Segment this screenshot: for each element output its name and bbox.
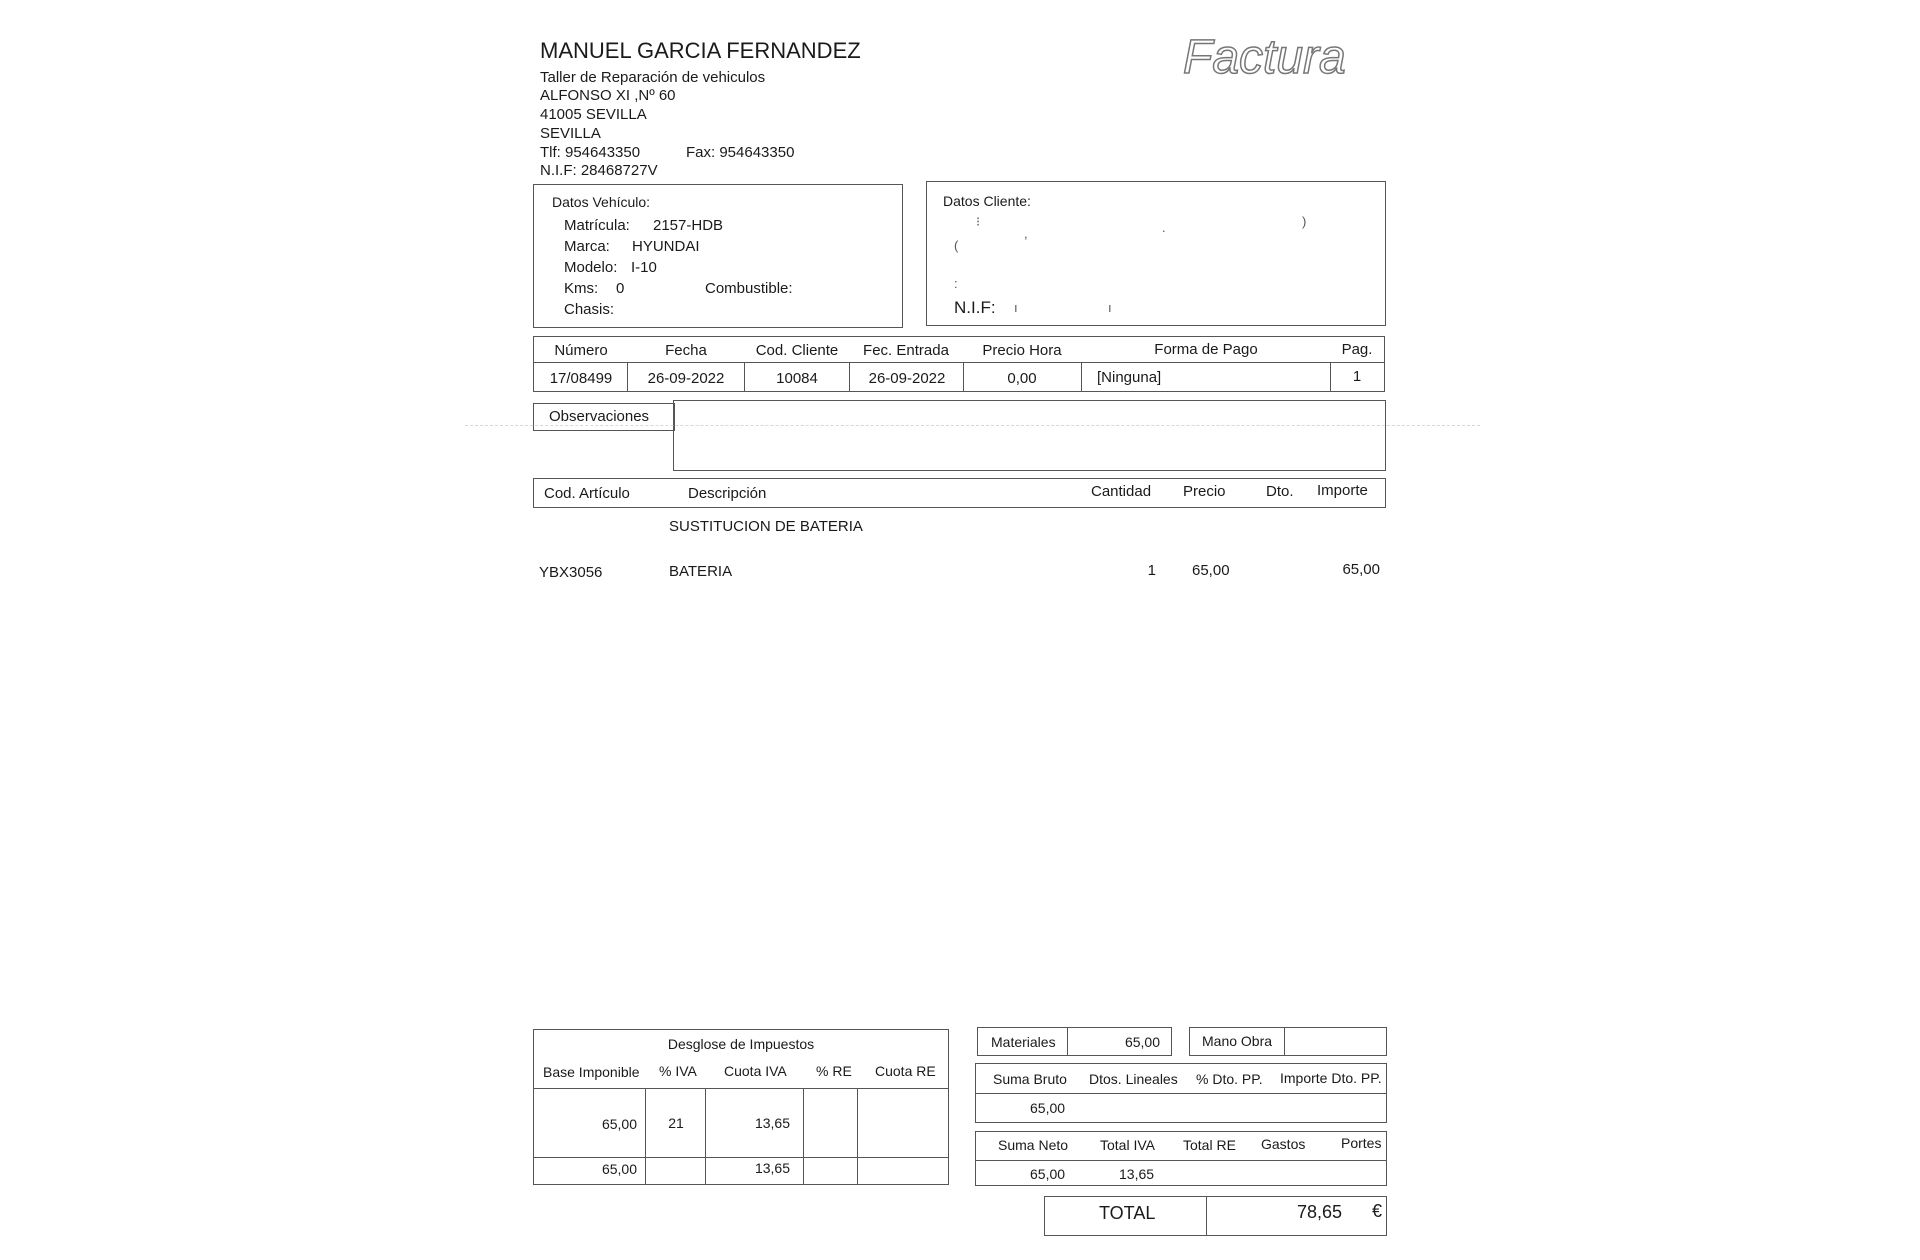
- materiales-label: Materiales: [991, 1034, 1056, 1050]
- value-forma-pago: [Ninguna]: [1097, 369, 1162, 386]
- matricula-value: 2157-HDB: [653, 217, 724, 234]
- value-precio-hora: 0,00: [1007, 370, 1037, 387]
- scan-artifact-line: [465, 425, 1480, 426]
- business-address-2: 41005 SEVILLA: [540, 106, 647, 123]
- tax-header-cuota-iva: Cuota IVA: [724, 1063, 787, 1079]
- tax-total-cuota-iva: 13,65: [754, 1160, 790, 1176]
- header-pag: Pag.: [1341, 341, 1373, 358]
- divider: [975, 1093, 1387, 1094]
- divider: [744, 362, 745, 392]
- header-importe-dto-pp: Importe Dto. PP.: [1280, 1070, 1382, 1086]
- divider: [975, 1160, 1387, 1161]
- suma-bruto-value: 65,00: [1030, 1100, 1066, 1116]
- tax-row-cuota-iva: 13,65: [754, 1115, 790, 1131]
- header-suma-bruto: Suma Bruto: [993, 1071, 1067, 1087]
- item-price: 65,00: [1192, 562, 1230, 579]
- tax-header-iva: % IVA: [659, 1063, 697, 1079]
- header-importe: Importe: [1317, 482, 1368, 499]
- redaction-mark: (: [954, 238, 959, 253]
- header-dto-pp: % Dto. PP.: [1196, 1071, 1263, 1087]
- item-description: BATERIA: [669, 563, 733, 580]
- divider: [857, 1088, 858, 1185]
- divider: [1330, 362, 1331, 392]
- tax-header-re: % RE: [816, 1063, 852, 1079]
- header-cod-articulo: Cod. Artículo: [544, 485, 630, 502]
- marca-value: HYUNDAI: [632, 238, 700, 255]
- value-cod-cliente: 10084: [776, 370, 818, 387]
- header-gastos: Gastos: [1261, 1136, 1306, 1152]
- currency-symbol: €: [1372, 1201, 1383, 1221]
- redaction-mark: ı: [1014, 300, 1018, 315]
- divider: [645, 1088, 646, 1185]
- tax-header-cuota-re: Cuota RE: [875, 1063, 936, 1079]
- business-nif: N.I.F: 28468727V: [540, 162, 658, 179]
- business-address-1: ALFONSO XI ,Nº 60: [540, 87, 676, 104]
- value-pag: 1: [1352, 368, 1362, 385]
- header-total-re: Total RE: [1183, 1137, 1236, 1153]
- header-dtos-lineales: Dtos. Lineales: [1089, 1071, 1178, 1087]
- divider: [533, 1157, 949, 1158]
- redaction-mark: :: [954, 276, 958, 291]
- divider: [705, 1088, 706, 1185]
- business-address-3: SEVILLA: [540, 125, 601, 142]
- divider: [963, 362, 964, 392]
- redaction-mark: ): [1302, 214, 1307, 229]
- vehicle-title: Datos Vehículo:: [552, 194, 651, 210]
- header-precio: Precio: [1183, 483, 1226, 500]
- header-portes: Portes: [1341, 1135, 1382, 1151]
- kms-value: 0: [616, 280, 625, 297]
- mano-obra-label: Mano Obra: [1202, 1033, 1273, 1049]
- divider: [627, 362, 628, 392]
- divider: [803, 1088, 804, 1185]
- item-quantity: 1: [1147, 562, 1156, 579]
- value-fecha: 26-09-2022: [647, 370, 725, 387]
- divider: [1067, 1027, 1068, 1056]
- client-nif-label: N.I.F:: [954, 298, 996, 317]
- value-numero: 17/08499: [549, 370, 613, 387]
- divider: [533, 1088, 949, 1089]
- header-suma-neto: Suma Neto: [998, 1137, 1069, 1153]
- value-fec-entrada: 26-09-2022: [868, 370, 946, 387]
- redaction-mark: ı: [1108, 300, 1112, 315]
- business-phone: Tlf: 954643350: [540, 144, 641, 161]
- total-value: 78,65: [1296, 1202, 1342, 1222]
- client-title: Datos Cliente:: [943, 193, 1031, 209]
- observaciones-box: [673, 400, 1386, 471]
- total-label: TOTAL: [1099, 1203, 1156, 1223]
- redaction-mark: ,: [1024, 226, 1028, 241]
- matricula-label: Matrícula:: [564, 217, 630, 234]
- item-code: YBX3056: [539, 564, 603, 581]
- divider: [1284, 1027, 1285, 1056]
- business-subtitle: Taller de Reparación de vehiculos: [540, 69, 766, 86]
- header-cantidad: Cantidad: [1091, 483, 1152, 500]
- header-precio-hora: Precio Hora: [982, 342, 1062, 359]
- tax-row-base: 65,00: [601, 1116, 637, 1132]
- modelo-value: I-10: [631, 259, 657, 276]
- header-fecha: Fecha: [665, 342, 707, 359]
- header-cod-cliente: Cod. Cliente: [755, 342, 839, 359]
- document-title: Factura: [1183, 31, 1346, 84]
- item-importe: 65,00: [1342, 561, 1380, 578]
- total-iva-value: 13,65: [1119, 1166, 1155, 1182]
- items-header-box: [533, 478, 1386, 508]
- business-name: MANUEL GARCIA FERNANDEZ: [540, 38, 861, 63]
- modelo-label: Modelo:: [564, 259, 618, 276]
- header-descripcion: Descripción: [688, 485, 767, 502]
- marca-label: Marca:: [564, 238, 610, 255]
- observaciones-label: Observaciones: [549, 408, 650, 425]
- suma-neto-value: 65,00: [1030, 1166, 1066, 1182]
- divider: [1206, 1196, 1207, 1236]
- tax-row-iva: 21: [668, 1115, 684, 1131]
- combustible-label: Combustible:: [705, 280, 793, 297]
- tax-header-base: Base Imponible: [543, 1064, 640, 1080]
- materiales-value: 65,00: [1124, 1034, 1160, 1050]
- header-total-iva: Total IVA: [1100, 1137, 1155, 1153]
- business-fax: Fax: 954643350: [686, 144, 795, 161]
- redaction-mark: .: [1162, 220, 1166, 235]
- items-section-title: SUSTITUCION DE BATERIA: [669, 518, 863, 535]
- header-fec-entrada: Fec. Entrada: [863, 342, 949, 359]
- header-dto: Dto.: [1266, 483, 1294, 500]
- tax-total-base: 65,00: [601, 1161, 637, 1177]
- header-forma-pago: Forma de Pago: [1154, 341, 1258, 358]
- divider: [533, 362, 1385, 363]
- tax-breakdown-title: Desglose de Impuestos: [667, 1036, 815, 1052]
- redaction-mark: ⁝: [976, 214, 981, 229]
- divider: [849, 362, 850, 392]
- chasis-label: Chasis:: [564, 301, 615, 318]
- divider: [1081, 362, 1082, 392]
- kms-label: Kms:: [564, 280, 599, 297]
- header-numero: Número: [554, 342, 608, 359]
